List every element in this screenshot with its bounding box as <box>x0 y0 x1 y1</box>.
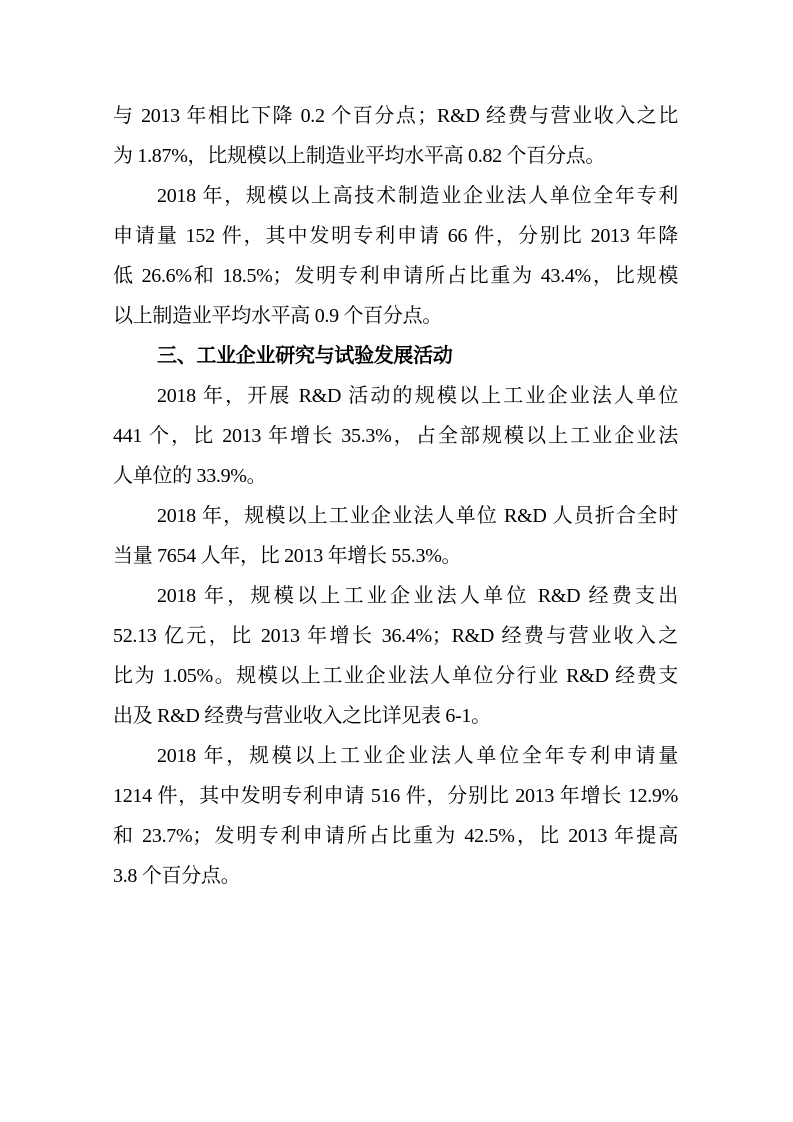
text-line: 出及 R&D 经费与营业收入之比详见表 6-1。 <box>113 705 491 727</box>
text-line: 以上制造业平均水平高 0.9 个百分点。 <box>113 305 442 327</box>
text-line: 比为 1.05%。规模以上工业企业法人单位分行业 R&D 经费支 <box>113 665 678 687</box>
text-line: 和 23.7%；发明专利申请所占比重为 42.5%，比 2013 年提高 <box>113 825 678 847</box>
section-heading: 三、工业企业研究与试验发展活动 <box>157 345 453 367</box>
text-line: 441 个，比 2013 年增长 35.3%，占全部规模以上工业企业法 <box>113 425 678 447</box>
text-line: 2018 年，规模以上工业企业法人单位全年专利申请量 <box>157 745 678 767</box>
text-line: 人单位的 33.9%。 <box>113 465 267 487</box>
text-line: 2018 年，规模以上工业企业法人单位 R&D 人员折合全时 <box>157 505 678 527</box>
text-line: 1214 件，其中发明专利申请 516 件，分别比 2013 年增长 12.9% <box>113 785 678 807</box>
text-block <box>113 96 678 896</box>
text-line: 申请量 152 件，其中发明专利申请 66 件，分别比 2013 年降 <box>113 225 678 247</box>
text-line: 当量 7654 人年，比 2013 年增长 55.3%。 <box>113 545 462 567</box>
text-line: 低 26.6%和 18.5%；发明专利申请所占比重为 43.4%，比规模 <box>113 265 678 287</box>
text-line: 2018 年，规模以上高技术制造业企业法人单位全年专利 <box>157 185 678 207</box>
text-line: 与 2013 年相比下降 0.2 个百分点；R&D 经费与营业收入之比 <box>113 105 678 127</box>
text-line: 52.13 亿元，比 2013 年增长 36.4%；R&D 经费与营业收入之 <box>113 625 678 647</box>
text-line: 为 1.87%，比规模以上制造业平均水平高 0.82 个百分点。 <box>113 145 606 167</box>
text-line: 2018 年，规模以上工业企业法人单位 R&D 经费支出 <box>157 585 678 607</box>
text-line: 3.8 个百分点。 <box>113 865 241 887</box>
text-line: 2018 年，开展 R&D 活动的规模以上工业企业法人单位 <box>157 385 678 407</box>
